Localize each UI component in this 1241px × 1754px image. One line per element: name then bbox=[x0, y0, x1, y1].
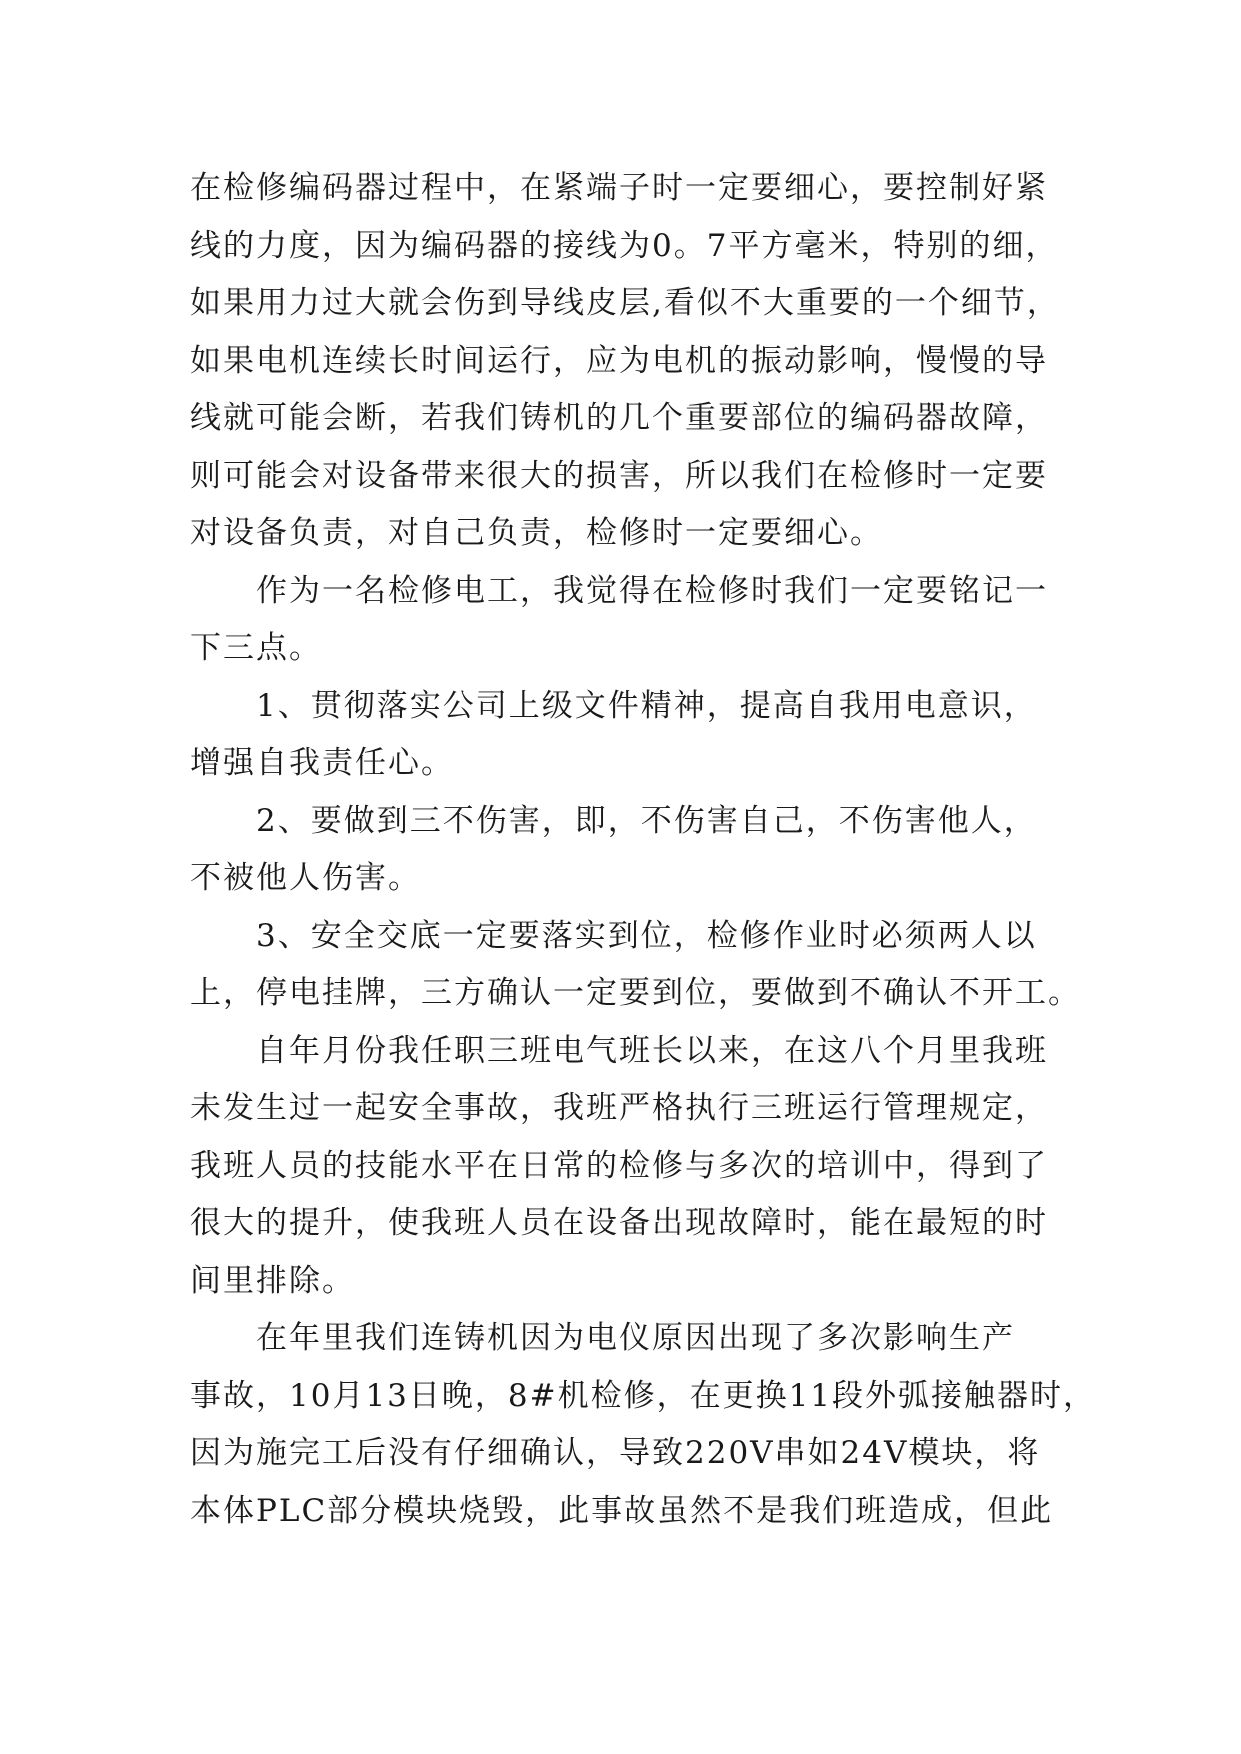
text-line: 间里排除。 bbox=[190, 1262, 355, 1299]
text-line: 作为一名检修电工，我觉得在检修时我们一定要铭记一 bbox=[256, 572, 1048, 609]
text-line: 如果电机连续长时间运行，应为电机的振动影响，慢慢的导 bbox=[190, 342, 1048, 379]
text-line: 未发生过一起安全事故，我班严格执行三班运行管理规定， bbox=[190, 1090, 1048, 1126]
text-line: 3、安全交底一定要落实到位，检修作业时必须两人以 bbox=[256, 917, 1037, 954]
text-line: 下三点。 bbox=[190, 630, 322, 666]
document-body bbox=[190, 160, 1097, 1540]
text-line: 如果用力过大就会伤到导线皮层,看似不大重要的一个细节， bbox=[190, 285, 1060, 321]
text-line: 2、要做到三不伤害，即，不伤害自己，不伤害他人， bbox=[256, 802, 1037, 839]
text-line: 对设备负责，对自己负责，检修时一定要细心。 bbox=[190, 515, 883, 551]
text-line: 则可能会对设备带来很大的损害，所以我们在检修时一定要 bbox=[190, 457, 1048, 494]
text-line: 在年里我们连铸机因为电仪原因出现了多次影响生产 bbox=[256, 1320, 1015, 1356]
text-line: 在检修编码器过程中，在紧端子时一定要细心，要控制好紧 bbox=[190, 170, 1048, 206]
text-line: 线就可能会断，若我们铸机的几个重要部位的编码器故障， bbox=[190, 400, 1048, 436]
text-line: 不被他人伤害。 bbox=[190, 860, 421, 896]
text-line: 我班人员的技能水平在日常的检修与多次的培训中，得到了 bbox=[190, 1147, 1048, 1184]
text-line: 本体PLC部分模块烧毁，此事故虽然不是我们班造成，但此 bbox=[190, 1492, 1054, 1529]
text-line: 事故，10月13日晚，8#机检修，在更换11段外弧接触器时， bbox=[190, 1377, 1097, 1414]
text-line: 自年月份我任职三班电气班长以来，在这八个月里我班 bbox=[256, 1032, 1048, 1069]
text-line: 线的力度，因为编码器的接线为0。7平方毫米，特别的细， bbox=[190, 227, 1059, 264]
text-line: 很大的提升，使我班人员在设备出现故障时，能在最短的时 bbox=[190, 1205, 1048, 1241]
text-line: 上，停电挂牌，三方确认一定要到位，要做到不确认不开工。 bbox=[190, 975, 1081, 1011]
text-line: 因为施完工后没有仔细确认，导致220V串如24V模块，将 bbox=[190, 1435, 1041, 1471]
text-line: 1、贯彻落实公司上级文件精神，提高自我用电意识， bbox=[256, 687, 1037, 724]
text-line: 增强自我责任心。 bbox=[190, 745, 454, 781]
